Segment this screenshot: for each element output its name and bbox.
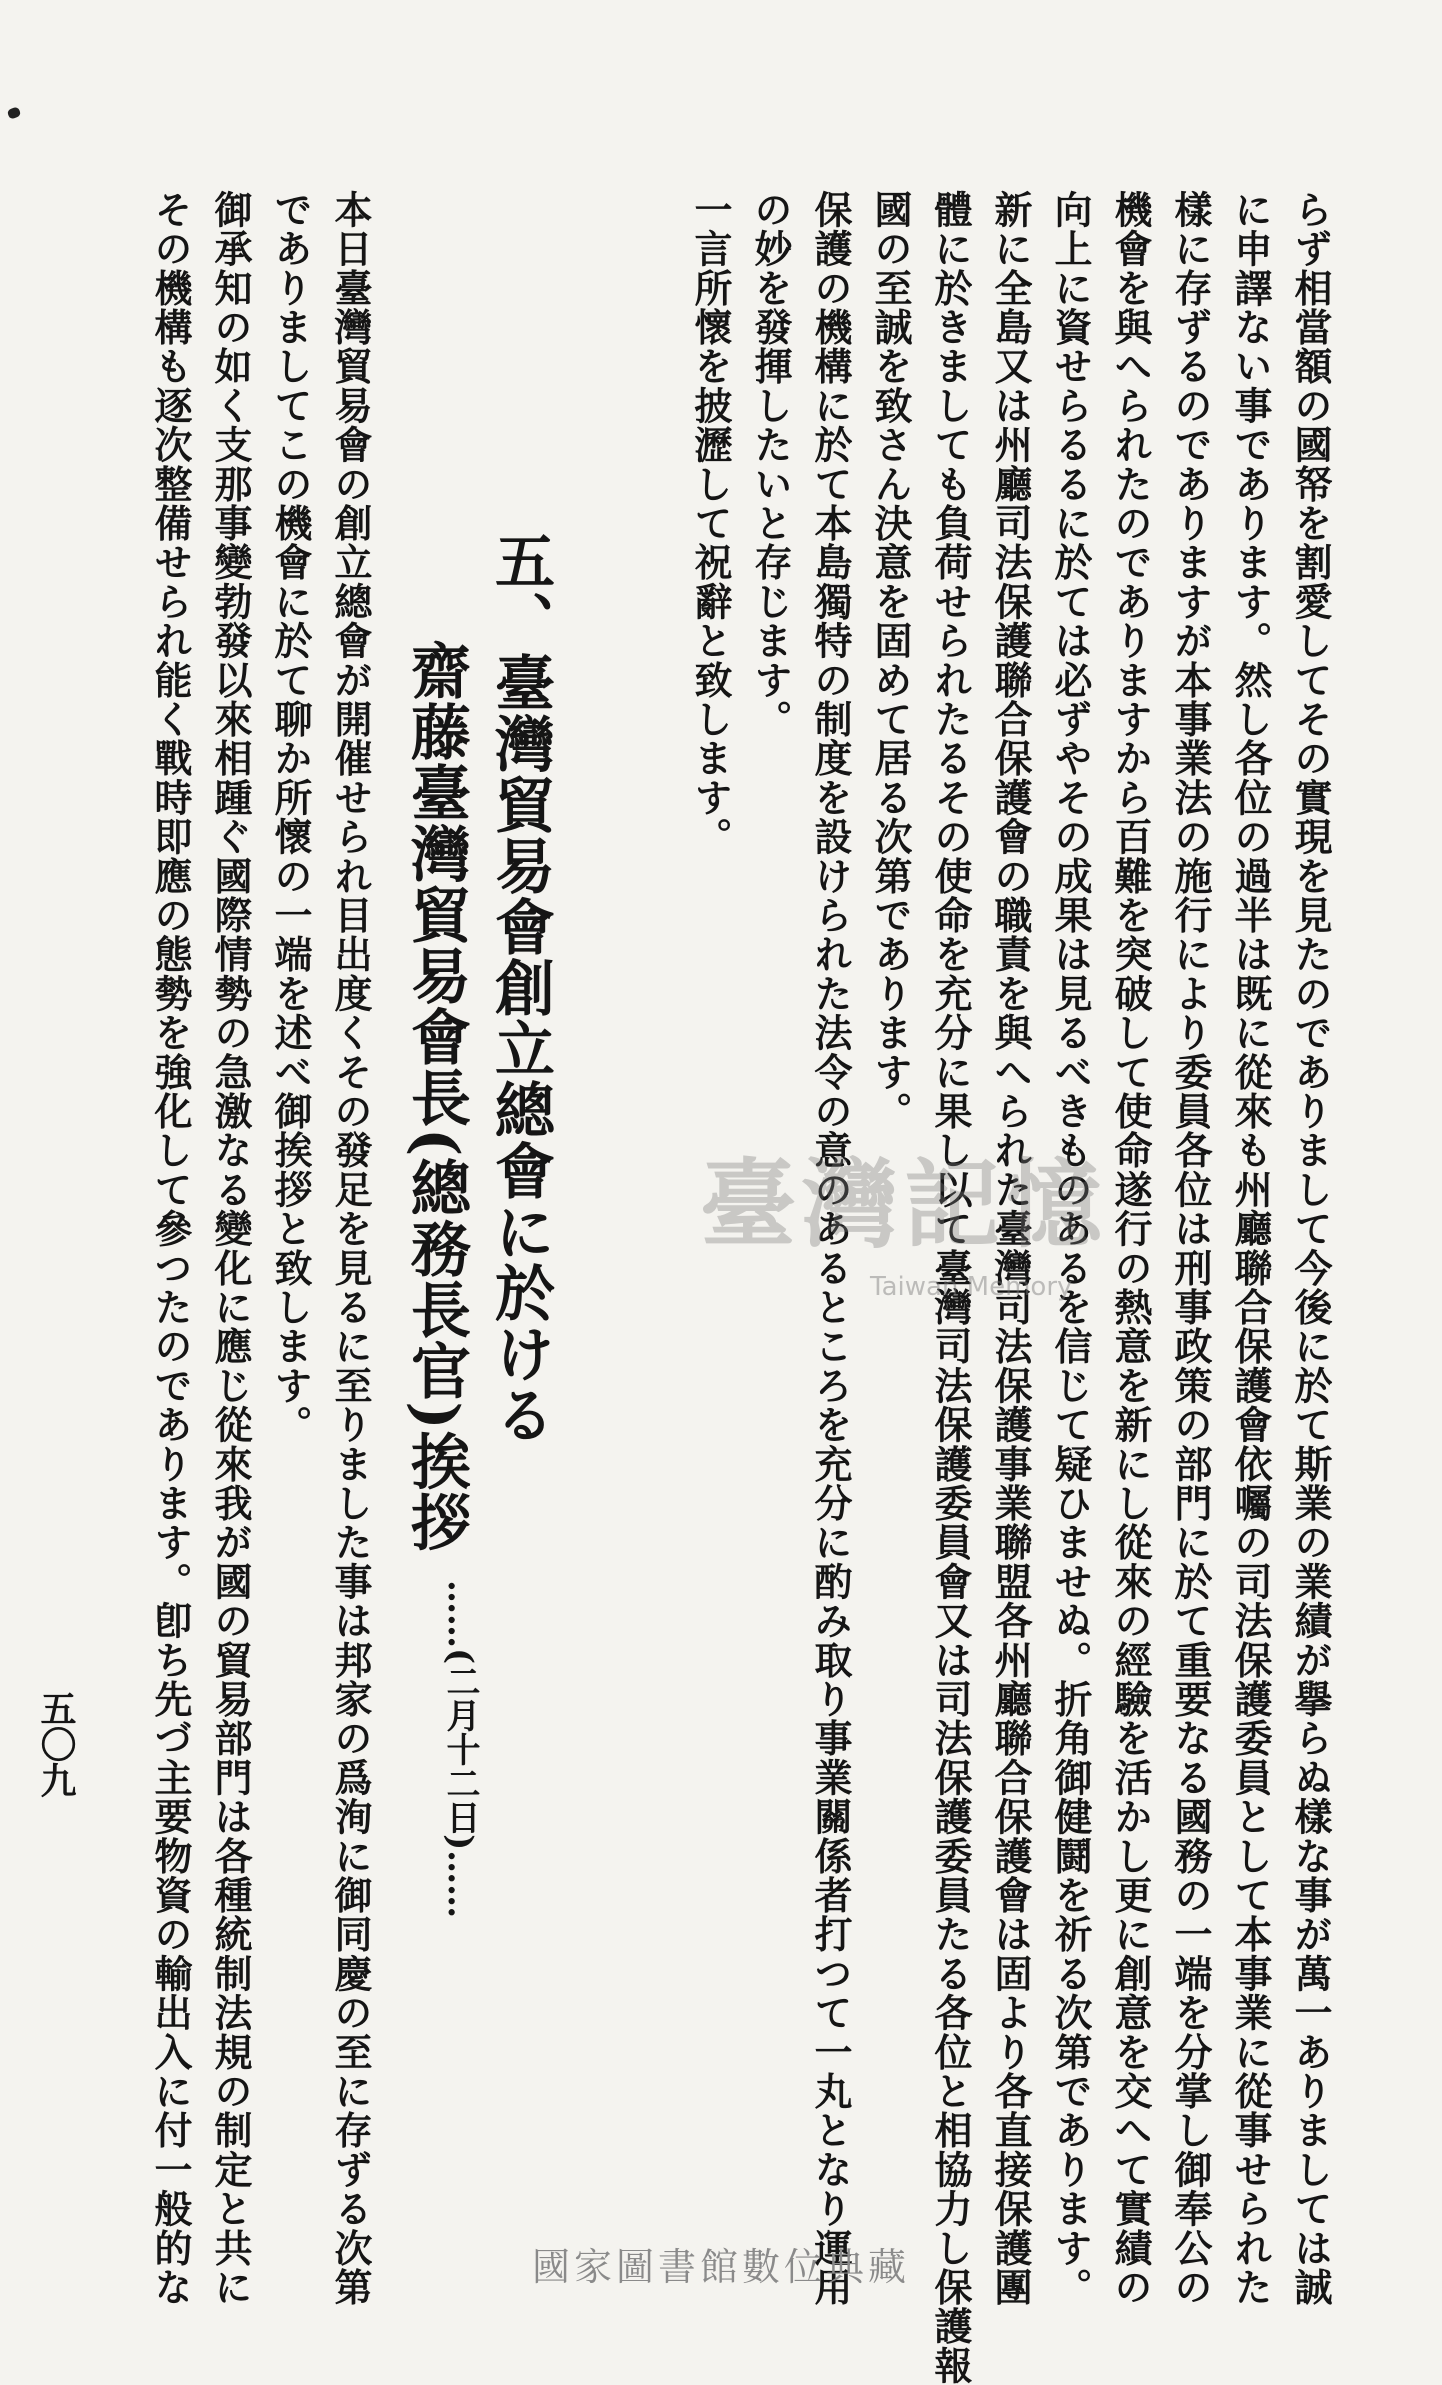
watermark-subtitle: Taiwan Memory [870,1272,1073,1302]
text-column-3: 樣に存ずるのでありますが本事業法の施行により委員各位は刑事政策の部門に於て重要なる國務の一端を分掌し御奉公の [1168,190,1213,2307]
text-column-10: の妙を發揮したいと存じます。 [748,190,793,739]
speech-column-4: その機構も逐次整備せられ能く戰時即應の態勢を強化して參つたのであります。卽ち先づ主要物資の輸出入に付一般的な [148,190,193,2307]
watermark-logo: 臺灣記憶 [700,1148,1108,1261]
text-column-5: 向上に資せらるるに於ては必ずやその成果は見るべきものあるを信じて疑ひませぬ。折角御健鬪を祈る次第であります。 [1048,190,1093,2307]
text-column-11: 一言所懷を披瀝して祝辭と致します。 [688,190,733,857]
text-column-2: に申譯ない事であります。然し各位の過半は既に從來も州廳聯合保護會依囑の司法保護委員として本事業に從事せられた [1228,190,1273,2307]
scan-mark [7,106,22,120]
text-column-6: 新に全島又は州廳司法保護聯合保護會の職責を與へられた臺灣司法保護事業聯盟各州廳聯合保護會は固より各直接保護團 [988,190,1033,2307]
page-number: 五〇九 [35,1690,77,1798]
section-date: ……(二月十二日)…… [440,1580,480,1919]
footer-collection-label: 國家圖書館數位典藏 [531,2245,910,2289]
text-column-9: 保護の機構に於て本島獨特の制度を設けられた法令の意のあるところを充分に酌み取り事業關係者打つて一丸となり運用 [808,190,853,2307]
speech-column-2: でありましてこの機會に於て聊か所懷の一端を述べ御挨拶と致します。 [268,190,313,1445]
section-heading-line-2: 齋藤臺灣貿易會長(總務長官)挨拶 [401,640,471,1553]
speech-column-3: 御承知の如く支那事變勃發以來相踵ぐ國際情勢の急激なる變化に應じ從來我が國の貿易部門は各種統制法規の制定と共に [208,190,253,2307]
text-column-4: 機會を與へられたのでありますから百難を突破して使命遂行の熱意を新にし從來の經驗を活かし更に創意を交へて實績の [1108,190,1153,2307]
text-column-1: らず相當額の國帑を割愛してその實現を見たのでありまして今後に於て斯業の業績が擧らぬ樣な事が萬一ありましては誠 [1288,190,1333,2307]
text-column-7: 體に於きましても負荷せられたるその使命を充分に果し以て臺灣司法保護委員會又は司法保護委員たる各位と相協力し保護報 [928,190,973,2385]
speech-column-1: 本日臺灣貿易會の創立總會が開催せられ目出度くその發足を見るに至りました事は邦家の爲洵に御同慶の至に存ずる次第 [328,190,373,2307]
section-heading-line-1: 五、臺灣貿易會創立總會に於ける [485,530,555,1445]
text-column-8: 國の至誠を致さん決意を固めて居る次第であります。 [868,190,913,1131]
